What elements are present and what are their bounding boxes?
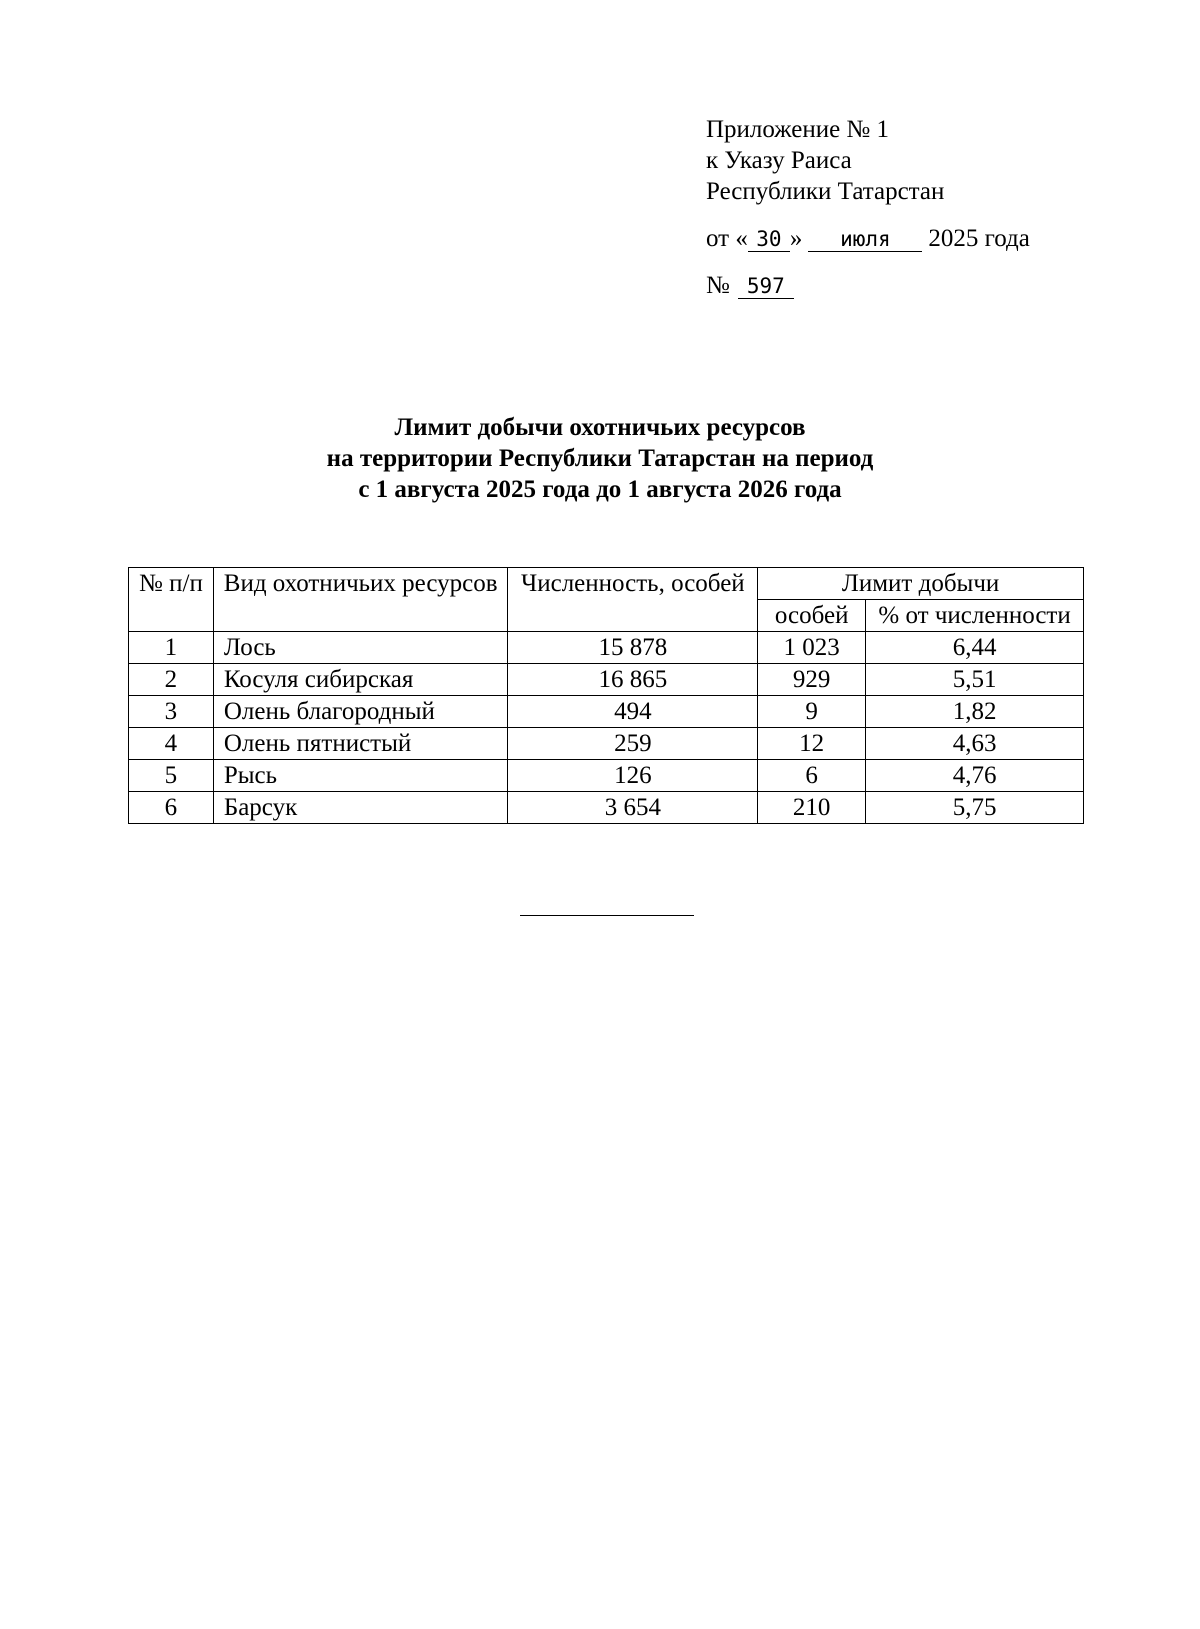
row-limit-percent: 6,44 [866, 632, 1084, 664]
row-limit-percent: 1,82 [866, 696, 1084, 728]
table-row [129, 760, 1084, 792]
row-limit-count: 6 [758, 760, 866, 792]
table-row [129, 696, 1084, 728]
appendix-date [706, 223, 1030, 254]
date-day: 30 [748, 227, 790, 252]
number-prefix: № [706, 272, 730, 299]
row-limit-count: 1 023 [758, 632, 866, 664]
row-num: 1 [129, 632, 214, 664]
title-line-2: на территории Республики Татарстан на период [326, 445, 874, 472]
row-num: 6 [129, 792, 214, 824]
row-limit-count: 210 [758, 792, 866, 824]
row-species: Лось [213, 632, 508, 664]
appendix-line-3: Республики Татарстан [706, 178, 945, 205]
appendix-header [706, 114, 1030, 301]
table-row [129, 728, 1084, 760]
row-num: 2 [129, 664, 214, 696]
appendix-number [706, 270, 1030, 301]
row-population: 16 865 [508, 664, 758, 696]
date-prefix: от « [706, 225, 748, 252]
table-row [129, 632, 1084, 664]
row-limit-percent: 5,75 [866, 792, 1084, 824]
date-month: июля [808, 227, 922, 252]
decree-number: 597 [738, 274, 794, 299]
date-year: 2025 года [928, 225, 1030, 252]
row-limit-count: 9 [758, 696, 866, 728]
document-title [0, 412, 1200, 505]
row-limit-count: 929 [758, 664, 866, 696]
row-population: 126 [508, 760, 758, 792]
row-species: Барсук [213, 792, 508, 824]
row-species: Олень пятнистый [213, 728, 508, 760]
row-population: 15 878 [508, 632, 758, 664]
row-limit-percent: 5,51 [866, 664, 1084, 696]
date-close-quote: » [789, 225, 803, 252]
row-limit-percent: 4,63 [866, 728, 1084, 760]
row-species: Косуля сибирская [213, 664, 508, 696]
appendix-line-1: Приложение № 1 [706, 116, 890, 143]
table-row [129, 792, 1084, 824]
end-divider [520, 915, 694, 916]
header-num: № п/п [129, 568, 214, 632]
row-population: 259 [508, 728, 758, 760]
table-row [129, 664, 1084, 696]
header-species: Вид охотничьих ресурсов [213, 568, 508, 632]
hunting-limits-table [128, 567, 1084, 824]
title-line-1: Лимит добычи охотничьих ресурсов [394, 414, 806, 441]
appendix-line-2: к Указу Раиса [706, 147, 852, 174]
row-num: 5 [129, 760, 214, 792]
header-population: Численность, особей [508, 568, 758, 632]
row-population: 3 654 [508, 792, 758, 824]
title-line-3: с 1 августа 2025 года до 1 августа 2026 года [358, 476, 842, 503]
row-species: Рысь [213, 760, 508, 792]
header-limit-count: особей [758, 600, 866, 632]
table-header-row [129, 568, 1084, 600]
row-num: 4 [129, 728, 214, 760]
row-limit-count: 12 [758, 728, 866, 760]
row-num: 3 [129, 696, 214, 728]
header-limit: Лимит добычи [758, 568, 1084, 600]
row-species: Олень благородный [213, 696, 508, 728]
row-limit-percent: 4,76 [866, 760, 1084, 792]
row-population: 494 [508, 696, 758, 728]
header-limit-percent: % от численности [866, 600, 1084, 632]
